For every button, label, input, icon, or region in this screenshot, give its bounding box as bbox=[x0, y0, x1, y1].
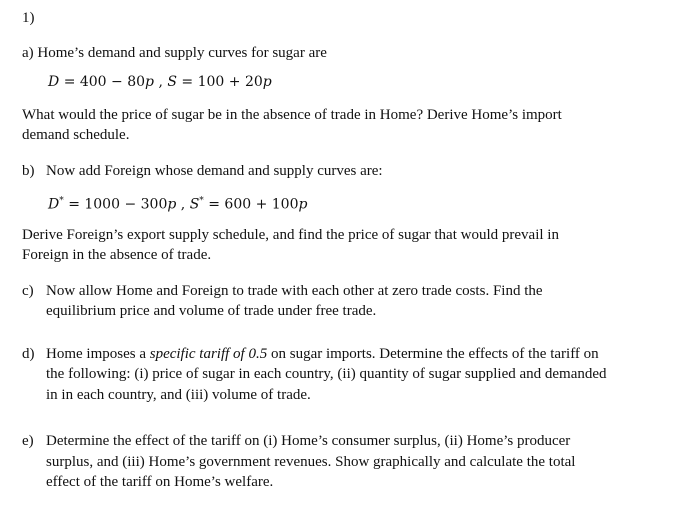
part-c-line-2: equilibrium price and volume of trade under free trade. bbox=[46, 303, 377, 319]
part-e-line-2: surplus, and (iii) Home’s government revenues. Show graphically and calculate the total bbox=[46, 454, 576, 470]
part-d-line-1-pre: Home imposes a bbox=[46, 346, 150, 362]
part-d-line-2: the following: (i) price of sugar in each country, (ii) quantity of sugar supplied and demanded bbox=[46, 366, 607, 382]
part-b-label: b) bbox=[22, 163, 35, 179]
foreign-demand-rhs: = 1000 − 300 bbox=[68, 196, 168, 213]
part-c-label: c) bbox=[22, 283, 34, 299]
home-supply-rhs: = 100 + 20 bbox=[181, 74, 263, 90]
price-symbol: p bbox=[167, 196, 177, 213]
specific-tariff-text: specific tariff of 0.5 bbox=[149, 346, 268, 362]
foreign-supply-symbol: S bbox=[189, 196, 200, 213]
part-b-question-line-2: Foreign in the absence of trade. bbox=[22, 247, 212, 263]
part-d-line-1-post: on sugar imports. Determine the effects of the tariff on bbox=[267, 346, 599, 362]
part-a-question-line-2: demand schedule. bbox=[22, 127, 130, 143]
price-symbol: p bbox=[262, 74, 272, 90]
part-b-intro: Now add Foreign whose demand and supply curves are: bbox=[46, 163, 383, 179]
part-a-equation bbox=[48, 73, 272, 91]
question-number: 1) bbox=[22, 10, 35, 26]
foreign-demand-symbol: D bbox=[48, 196, 60, 213]
part-a-question-line-1: What would the price of sugar be in the absence of trade in Home? Derive Home’s import bbox=[22, 107, 562, 123]
part-e-label: e) bbox=[22, 433, 34, 449]
foreign-supply-rhs: = 600 + 100 bbox=[208, 196, 299, 213]
part-a-intro: a) Home’s demand and supply curves for sugar are bbox=[22, 45, 327, 61]
foreign-star: * bbox=[199, 196, 204, 206]
part-d-label: d) bbox=[22, 346, 35, 362]
part-d-line-3: in in each country, and (iii) volume of trade. bbox=[46, 387, 311, 403]
part-e-line-1: Determine the effect of the tariff on (i) Home’s consumer surplus, (ii) Home’s producer bbox=[46, 433, 571, 449]
home-demand-rhs: = 400 − 80 bbox=[63, 74, 146, 90]
part-c-line-1: Now allow Home and Foreign to trade with each other at zero trade costs. Find the bbox=[46, 283, 543, 299]
foreign-star: * bbox=[59, 196, 64, 206]
part-b-question-line-1: Derive Foreign’s export supply schedule, and find the price of sugar that would prevail in bbox=[22, 227, 559, 243]
price-symbol: p bbox=[298, 196, 308, 213]
part-e-line-3: effect of the tariff on Home’s welfare. bbox=[46, 474, 274, 490]
part-b-equation bbox=[48, 192, 307, 214]
price-symbol: p bbox=[145, 74, 155, 90]
home-demand-symbol: D bbox=[48, 74, 60, 90]
home-supply-symbol: S bbox=[167, 74, 177, 90]
equation-separator: , bbox=[158, 74, 163, 90]
part-d-line-1 bbox=[46, 345, 599, 363]
equation-separator: , bbox=[180, 196, 186, 213]
